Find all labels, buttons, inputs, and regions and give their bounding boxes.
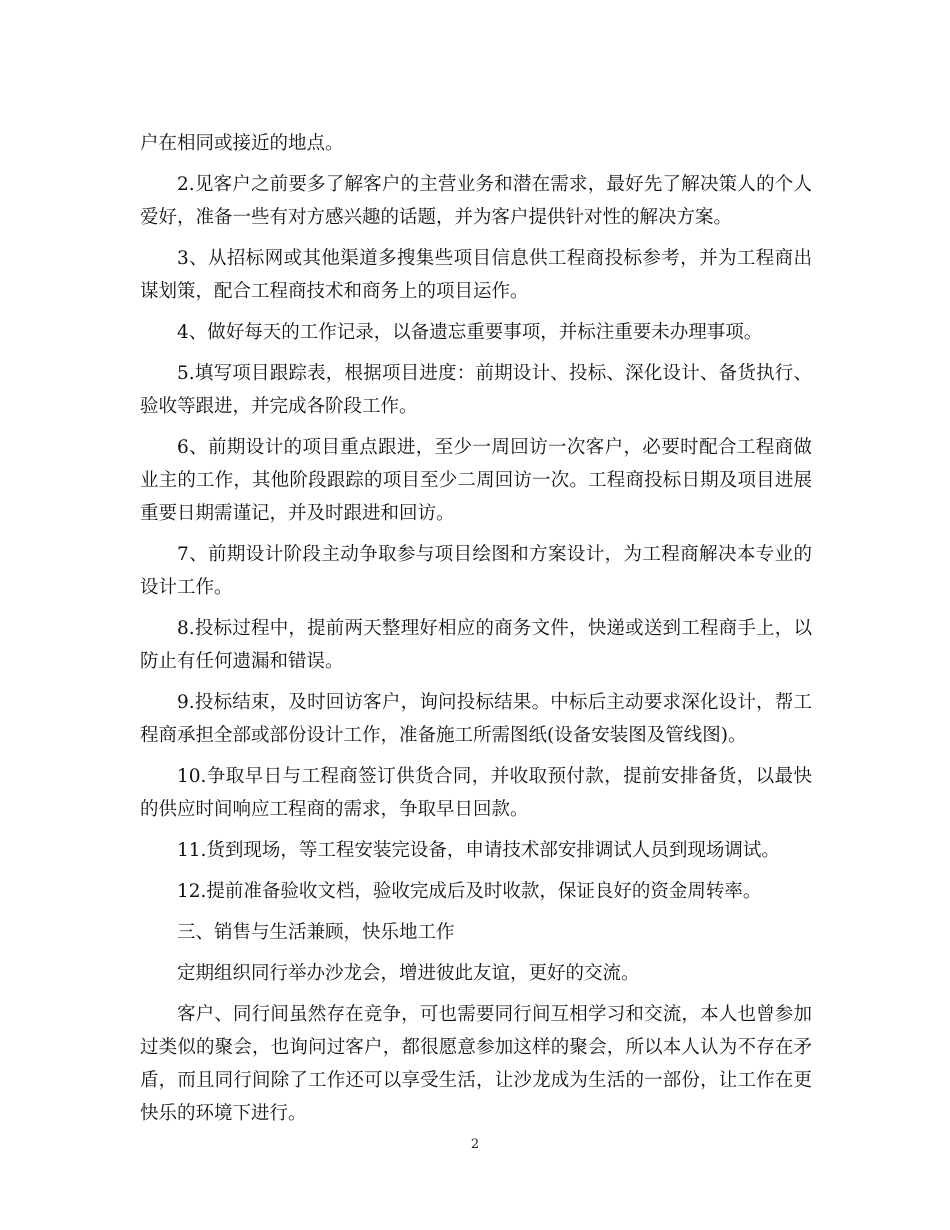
paragraph-continuation: 户在相同或接近的地点。 [140,133,344,154]
paragraph-item-8: 8.投标过程中，提前两天整理好相应的商务文件，快递或送到工程商手上，以防止有任何遗漏和错误。 [140,618,812,672]
paragraph-item-12: 12.提前准备验收文档，验收完成后及时收款，保证良好的资金周转率。 [177,881,762,902]
paragraph-salon: 定期组织同行举办沙龙会，增进彼此友谊，更好的交流。 [177,963,640,984]
document-body [140,127,812,1138]
paragraph-item-2: 2.见客户之前要多了解客户的主营业务和潜在需求，最好先了解决策人的个人爱好，准备一些有对方感兴趣的话题，并为客户提供针对性的解决方案。 [140,174,812,228]
paragraph-item-6: 6、前期设计的项目重点跟进，至少一周回访一次客户，必要时配合工程商做业主的工作，其他阶段跟踪的项目至少二周回访一次。工程商投标日期及项目进展重要日期需谨记，并及时跟进和回访。 [140,437,812,524]
paragraph-item-11: 11.货到现场，等工程安装完设备，申请技术部安排调试人员到现场调试。 [177,840,780,861]
paragraph-item-5: 5.填写项目跟踪表，根据项目进度：前期设计、投标、深化设计、备货执行、验收等跟进，并完成各阶段工作。 [140,363,812,417]
paragraph-item-7: 7、前期设计阶段主动争取参与项目绘图和方案设计，为工程商解决本专业的设计工作。 [140,544,812,598]
paragraph-item-10: 10.争取早日与工程商签订供货合同，并收取预付款，提前安排备货，以最快的供应时间响应工程商的需求，争取早日回款。 [140,766,812,820]
paragraph-item-4: 4、做好每天的工作记录，以备遗忘重要事项，并标注重要未办理事项。 [177,322,763,343]
page-number: 2 [470,1137,480,1152]
paragraph-conclusion: 客户、同行间虽然存在竞争，可也需要同行间互相学习和交流，本人也曾参加过类似的聚会，也询问过客户，都很愿意参加这样的聚会，所以本人认为不存在矛盾，而且同行间除了工作还可以享受生活，让沙龙成为生活的一部份，让工作在更快乐的环境下进行。 [140,1004,812,1124]
paragraph-item-9: 9.投标结束，及时回访客户，询问投标结果。中标后主动要求深化设计，帮工程商承担全部或部份设计工作，准备施工所需图纸(设备安装图及管线图)。 [140,692,812,746]
section-heading: 三、销售与生活兼顾，快乐地工作 [177,922,455,943]
paragraph-item-3: 3、从招标网或其他渠道多搜集些项目信息供工程商投标参考，并为工程商出谋划策，配合工程商技术和商务上的项目运作。 [140,248,812,302]
